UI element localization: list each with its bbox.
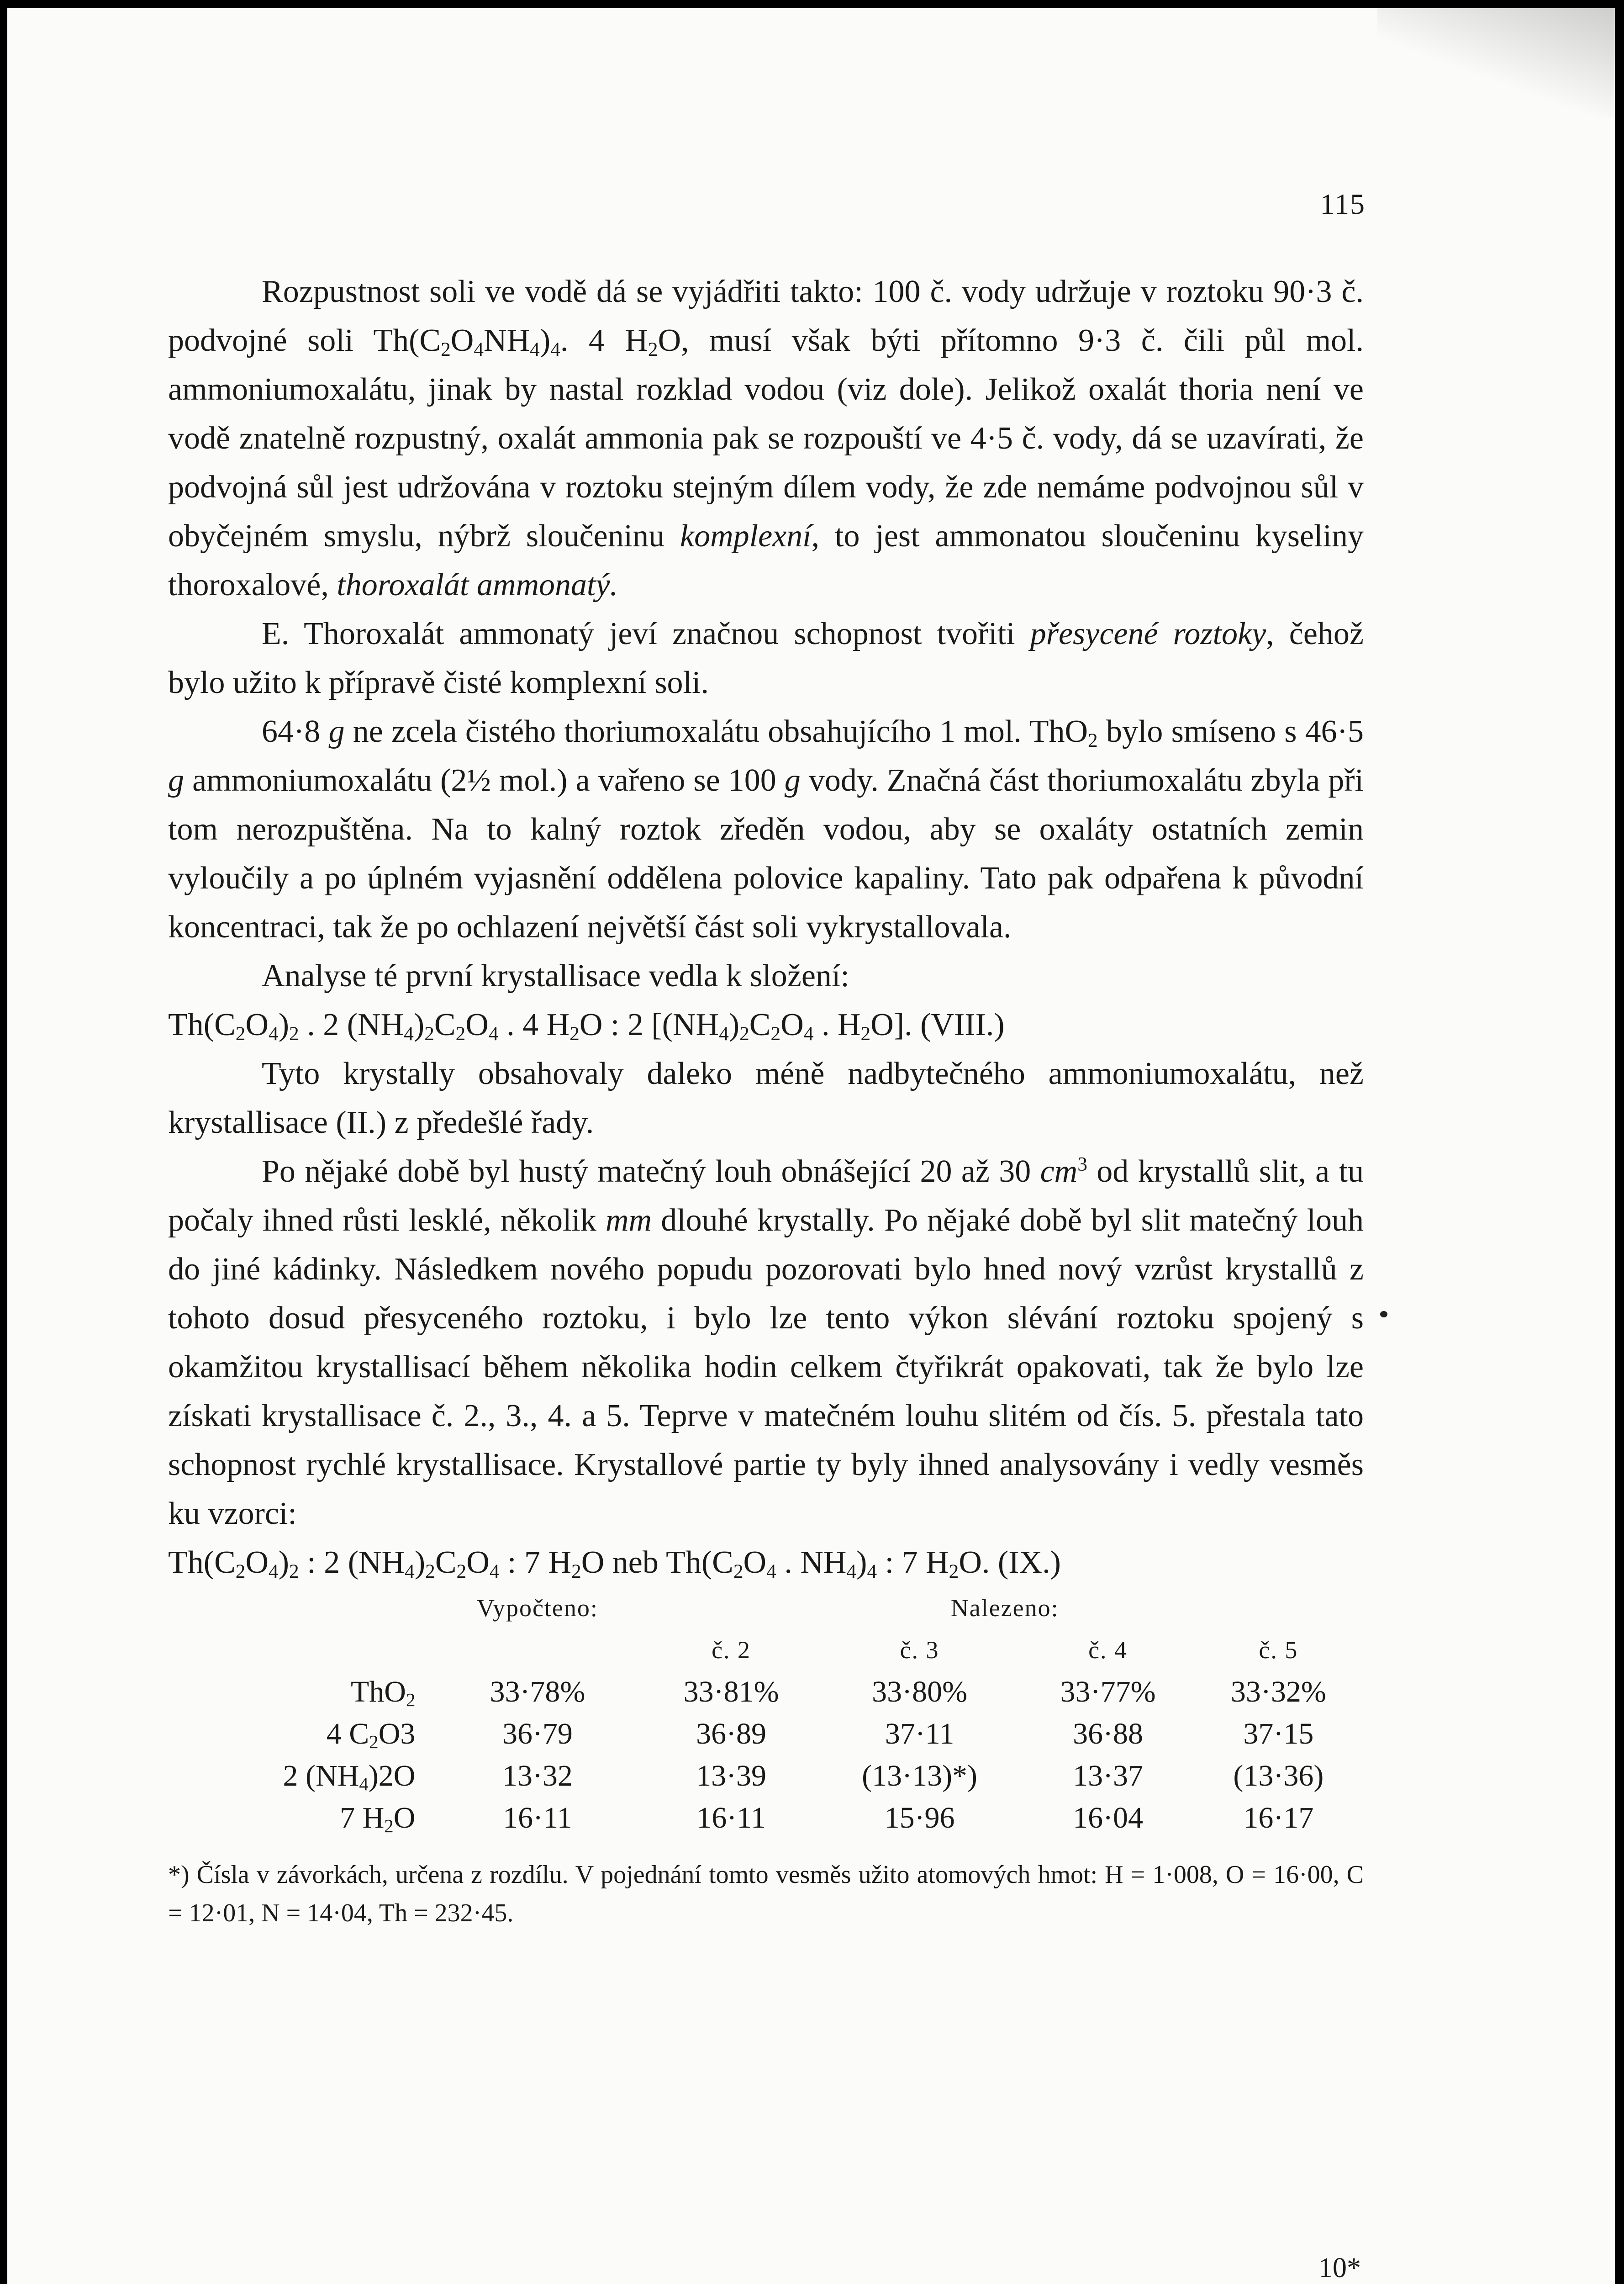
table-cell: 16·04 xyxy=(1073,1801,1144,1835)
row-label: 4 $C_2O3$ xyxy=(326,1717,416,1753)
table-row xyxy=(168,1797,1364,1839)
table-cell: 33·78% xyxy=(490,1675,585,1708)
column-label: č. 3 xyxy=(900,1636,939,1664)
column-label: č. 5 xyxy=(1259,1636,1298,1664)
paragraph-solubility: Rozpustnost soli ve vodě dá se vyjádřiti takto: 100 č. vody udržuje v roztoku 90·3 č. podvojné soli $Th(C_2O_4NH_4)_4$. 4 $H_2O$, musí však býti přítomno 9·3 č. čili půl mol. ammoniumoxalátu, jinak by nastal rozklad vodou (viz dole). Jelikož oxalát thoria není ve vodě znatelně rozpustný, oxalát ammonia pak se rozpouští ve 4·5 č. vody, dá se uzavírati, že podvojná sůl jest udržována v roztoku stejným dílem vody, že zde nemáme podvojnou sůl v obyčejném smyslu, nýbrž sloučeninu komplexní, to jest ammonatou sloučeninu kyseliny thoroxalové, thoroxalát ammonatý. xyxy=(168,274,1364,603)
paragraph-analysis: Analyse té první krystallisace vedla k složení: xyxy=(262,958,849,994)
table-column-labels xyxy=(168,1629,1364,1671)
table-cell: 33·81% xyxy=(683,1675,779,1708)
table-cell: 33·77% xyxy=(1060,1675,1156,1708)
scan-shadow xyxy=(1377,8,1615,118)
table-row xyxy=(168,1713,1364,1755)
column-label: č. 4 xyxy=(1088,1636,1128,1664)
table-cell: (13·36) xyxy=(1233,1759,1324,1792)
row-label: 7 $H_2O$ xyxy=(340,1801,416,1837)
table-cell: 37·11 xyxy=(885,1717,954,1750)
table-cell: 13·37 xyxy=(1073,1759,1144,1792)
row-label: ThO$_2$ xyxy=(350,1675,416,1711)
header-calculated: Vypočteno: xyxy=(476,1594,598,1622)
paragraph-preparation: 64·8 g ne zcela čistého thoriumoxalátu obsahujícího 1 mol. ThO$_2$ bylo smíseno s 46·5 g ammoniumoxalátu (2½ mol.) a vařeno se 100 g vody. Značná část thoriumoxalátu zbyla při tom nerozpuštěna. Na to kalný roztok zředěn vodou, aby se oxaláty ostatních zemin vyloučily a po úplném vyjasnění oddělena polovice kapaliny. Tato pak odpařena k původní koncentraci, tak že po ochlazení největší část soli vykrystallovala. xyxy=(168,714,1364,945)
footnote-text: *) Čísla v závorkách, určena z rozdílu. V pojednání tomto vesměs užito atomových hmot: H = 1·008, O = 16·00, C = 12·01, N = 14·04, Th = 232·45. xyxy=(168,1861,1364,1927)
table-cell: 13·32 xyxy=(502,1759,573,1792)
page-number: 115 xyxy=(1320,188,1366,220)
table-cell: 16·11 xyxy=(696,1801,766,1835)
table-cell: 16·11 xyxy=(503,1801,572,1835)
results-table xyxy=(168,1587,1364,1839)
table-row xyxy=(168,1755,1364,1797)
table-cell: 37·15 xyxy=(1243,1717,1314,1750)
table-cell: 15·96 xyxy=(884,1801,955,1835)
table-cell: 33·32% xyxy=(1230,1675,1326,1708)
ink-dot xyxy=(1380,1311,1387,1317)
table-cell: 36·89 xyxy=(696,1717,767,1750)
table-header-row xyxy=(168,1587,1364,1629)
row-label: 2 $(NH_4)2O$ xyxy=(283,1759,416,1795)
formula-viii: $Th(C_2O_4)_2$ . 2 $(NH_4)_2C_2O_4$ . 4 $H_2O$ : 2 [$(NH_4)_2C_2O_4$ . $H_2O$]. (VIII.) xyxy=(168,1007,1005,1045)
table-row xyxy=(168,1671,1364,1713)
paragraph-mother-liquor: Po nějaké době byl hustý matečný louh obnášející 20 až 30 $cm^3$ od krystallů slit, a tu počaly ihned růsti lesklé, několik mm dlouhé krystally. Po nějaké době byl slit matečný louh do jiné kádinky. Následkem nového popudu pozorovati bylo hned nový vzrůst krystallů z tohoto dosud přesyceného roztoku, i bylo lze tento výkon slévání roztoku spojený s okamžitou krystallisací během několika hodin celkem čtyřikrát opakovati, tak že bylo lze získati krystallisace č. 2., 3., 4. a 5. Teprve v matečném louhu slitém od čís. 5. přestala tato schopnost rychlé krystallisace. Krystallové partie ty byly ihned analysovány i vedly vesměs ku vzorci: xyxy=(168,1153,1364,1531)
formula-ix: $Th(C_2O_4)_2$ : 2 $(NH_4)_2C_2O_4$ : 7 $H_2O$ neb $Th(C_2O_4$ . $NH_4)_4$ : 7 $H_2O$. (IX.) xyxy=(168,1545,1061,1582)
table-cell: 33·80% xyxy=(872,1675,968,1708)
body-text xyxy=(168,267,1364,1932)
header-found: Nalezeno: xyxy=(950,1594,1059,1622)
table-cell: 36·79 xyxy=(502,1717,573,1750)
table-cell: (13·13)*) xyxy=(862,1759,978,1792)
table-cell: 16·17 xyxy=(1243,1801,1314,1835)
table-cell: 36·88 xyxy=(1073,1717,1144,1750)
paragraph-supersaturated: E. Thoroxalát ammonatý jeví značnou schopnost tvořiti přesycené roztoky, čehož bylo užito k přípravě čisté komplexní soli. xyxy=(168,616,1364,700)
table-cell: 13·39 xyxy=(696,1759,767,1792)
signature-mark: 10* xyxy=(1318,2252,1361,2284)
column-label: č. 2 xyxy=(712,1636,751,1664)
footnote xyxy=(168,1856,1364,1932)
paragraph-crystals: Tyto krystally obsahovaly daleko méně nadbytečného ammoniumoxalátu, než krystallisace (II.) z předešlé řady. xyxy=(168,1056,1364,1140)
